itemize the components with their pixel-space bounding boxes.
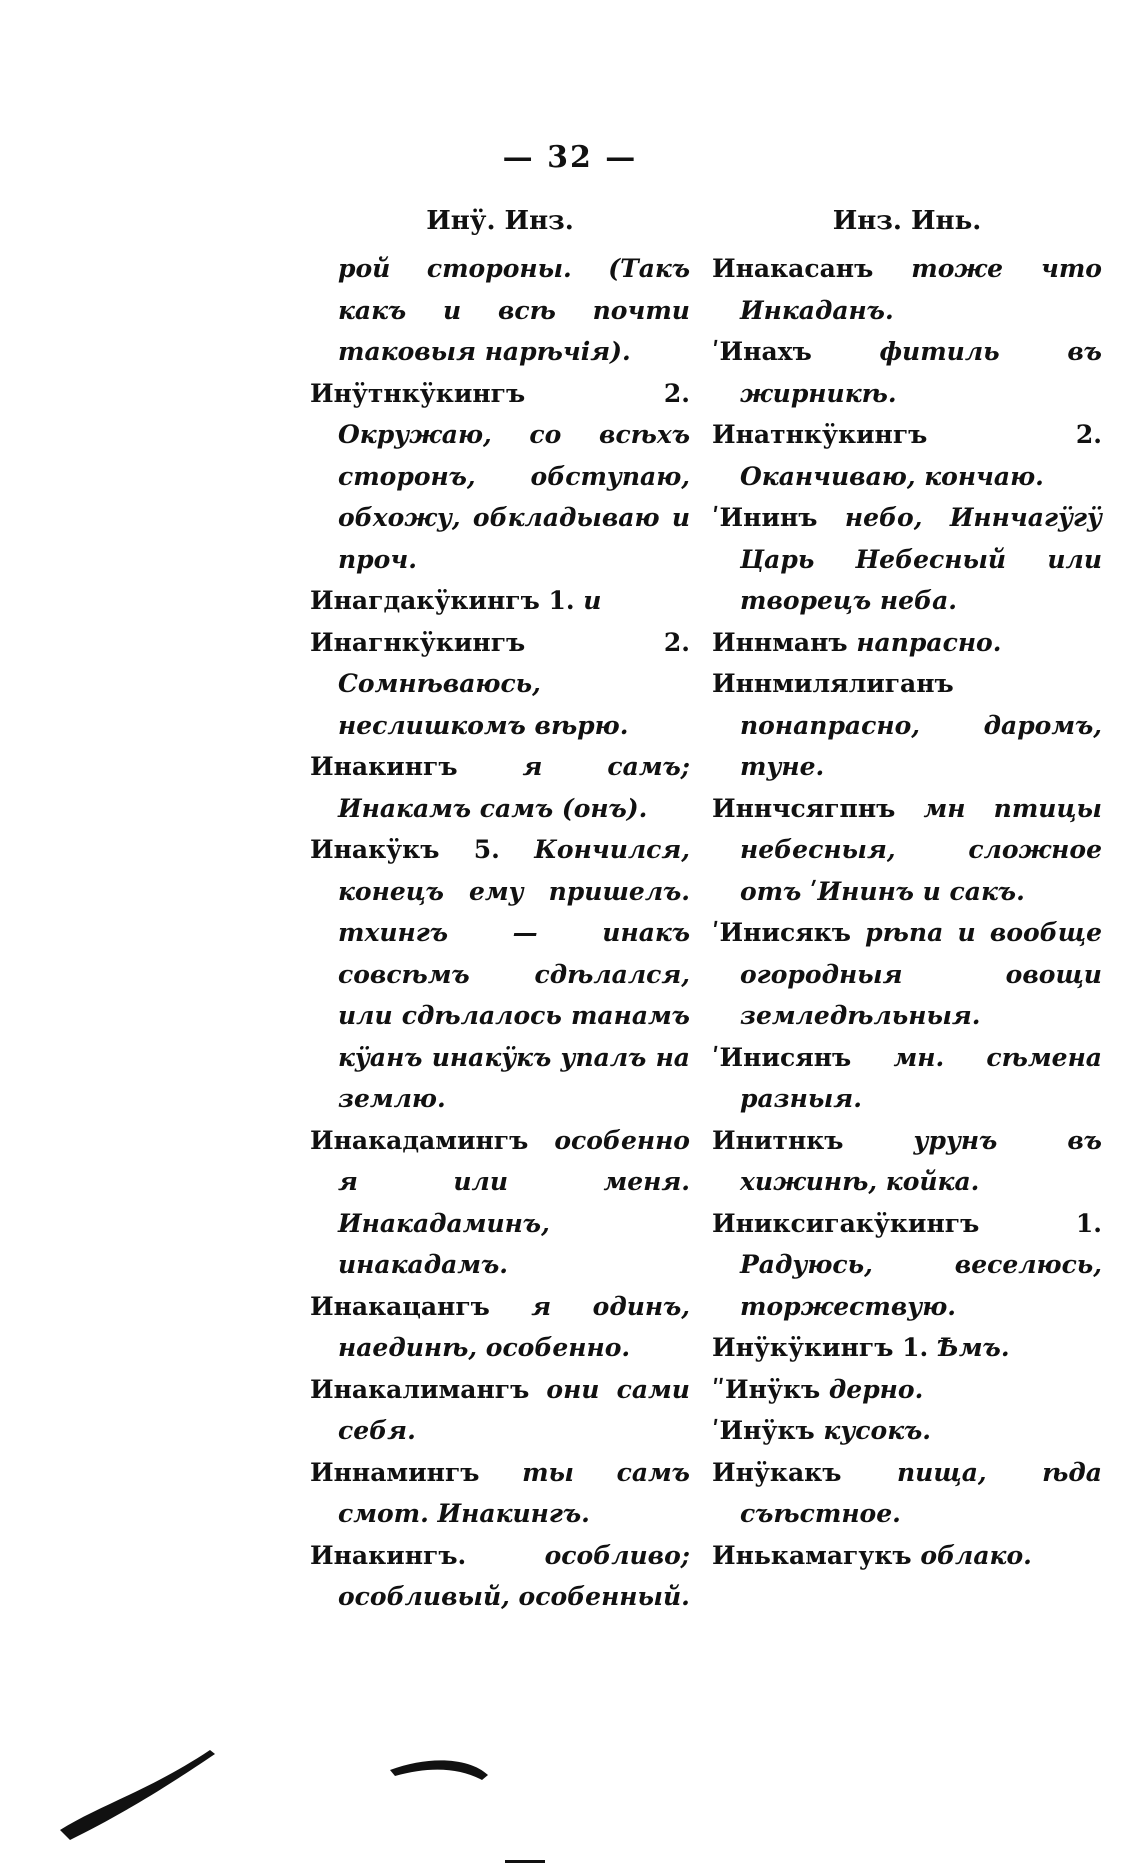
entry-definition: кусокъ.	[823, 1416, 931, 1445]
entry-definition: небо, Иннчагӱгӱ Царь Небесный или творецъ неба.	[740, 503, 1102, 615]
entry-headword: Инакадамингъ	[310, 1125, 529, 1155]
right-column	[712, 200, 1102, 1576]
entry-definition: Ѣмъ.	[936, 1333, 1010, 1362]
entry-headword: Инакасанъ	[712, 254, 874, 283]
entry-definition: Оканчиваю, кончаю.	[740, 461, 1044, 491]
entry-headword: Инакингъ	[310, 752, 458, 781]
entry-headword: Инӱтнкӱкингъ 2.	[310, 378, 690, 408]
entry-headword: Инитнкъ	[712, 1125, 844, 1155]
right-entries	[712, 248, 1102, 1576]
entry-definition: я самъ; Инакамъ самъ (онъ).	[338, 752, 690, 823]
entry-definition: они сами себя.	[338, 1374, 690, 1445]
entry-definition: пища, ѣда съѣстное.	[740, 1457, 1102, 1528]
entry-headword: Инакалимангъ	[310, 1374, 530, 1404]
dictionary-entry	[310, 1120, 690, 1286]
dictionary-entry	[712, 1327, 1102, 1369]
entry-headword: Инькамагукъ	[712, 1540, 912, 1570]
entry-headword: ʹИнахъ	[712, 337, 812, 366]
entry-headword: ʹИнӱкъ	[712, 1416, 815, 1445]
dictionary-entry	[310, 1452, 690, 1535]
dictionary-entry	[712, 1535, 1102, 1577]
entry-definition: урунъ въ хижинѣ, койка.	[740, 1125, 1102, 1196]
entry-definition: дерно.	[828, 1374, 924, 1404]
entry-headword: Инакацангъ	[310, 1291, 490, 1321]
dictionary-entry	[712, 622, 1102, 664]
dictionary-entry	[712, 912, 1102, 1037]
ink-rule-bottom	[505, 1860, 545, 1863]
entry-headword: Инакингъ.	[310, 1540, 467, 1570]
ink-smudge-center	[390, 1760, 488, 1780]
entry-definition: облако.	[920, 1540, 1032, 1570]
entry-definition: рѣпа и вообще огородныя овощи земледѣльныя.	[740, 918, 1102, 1030]
dictionary-entry	[712, 331, 1102, 414]
left-entries	[310, 248, 690, 1618]
entry-definition: мн птицы небесныя, сложное отъ ʹИнинъ и сакъ.	[740, 793, 1102, 906]
dictionary-entry	[310, 1286, 690, 1369]
entry-headword: Иннамингъ	[310, 1457, 480, 1487]
entry-definition: тоже что Инкаданъ.	[740, 254, 1102, 325]
ink-smudge-left	[60, 1750, 215, 1840]
dictionary-entry	[712, 248, 1102, 331]
entry-definition: Радуюсь, веселюсь, торжествую.	[740, 1250, 1102, 1321]
dictionary-entry	[712, 414, 1102, 497]
entry-headword: ʹИнинъ	[712, 503, 818, 532]
entry-headword: Инагдакӱкингъ 1.	[310, 586, 575, 615]
right-column-header: Инз. Инь.	[832, 206, 982, 236]
entry-headword: Инӱкакъ	[712, 1457, 842, 1487]
page-number: — 32 —	[502, 140, 638, 175]
dictionary-entry	[712, 1369, 1102, 1411]
entry-headword: Инагнкӱкингъ 2.	[310, 627, 690, 657]
entry-definition: Кончился, конецъ ему пришелъ. тхингъ — инакъ совсѣмъ сдѣлался, или сдѣлалось танамъ кӱанъ инакӱкъ упалъ на землю.	[338, 835, 690, 1113]
dictionary-entry	[310, 829, 690, 1120]
dictionary-entry	[712, 1203, 1102, 1328]
dictionary-entry	[712, 663, 1102, 788]
dictionary-entry	[712, 1410, 1102, 1452]
entry-definition: рой стороны. (Такъ какъ и всѣ почти таковыя нарѣчія).	[338, 254, 690, 366]
dictionary-entry	[712, 1037, 1102, 1120]
entry-headword: Иннмилялиганъ	[712, 669, 954, 698]
entry-definition: понапрасно, даромъ, туне.	[740, 710, 1102, 781]
dictionary-entry	[712, 1452, 1102, 1535]
dictionary-entry	[310, 1535, 690, 1618]
dictionary-entry	[712, 497, 1102, 622]
entry-headword: ʹИнисянъ	[712, 1042, 852, 1072]
entry-definition: Окружаю, со всѣхъ сторонъ, обступаю, обхожу, обкладываю и проч.	[338, 420, 690, 574]
left-column	[310, 200, 690, 1618]
scan-marks	[0, 1700, 1140, 1870]
entry-definition: мн. сѣмена разныя.	[740, 1042, 1102, 1113]
dictionary-entry	[310, 248, 690, 373]
entry-definition: особенно я или меня. Инакадаминъ, инакадамъ.	[338, 1125, 690, 1279]
entry-definition: я одинъ, наединѣ, особенно.	[338, 1291, 690, 1362]
entry-headword: Иннчсягпнъ	[712, 793, 896, 823]
entry-definition: ты самъ смот. Инакингъ.	[338, 1457, 690, 1528]
dictionary-entry	[712, 788, 1102, 913]
dictionary-entry	[310, 580, 690, 622]
entry-headword: Инатнкӱкингъ 2.	[712, 420, 1102, 449]
entry-definition: и	[583, 586, 602, 615]
entry-headword: Инакӱкъ 5.	[310, 835, 500, 864]
entry-headword: Иниксигакӱкингъ 1.	[712, 1208, 1102, 1238]
dictionary-entry	[310, 373, 690, 581]
entry-headword: Иннманъ	[712, 627, 848, 657]
entry-definition: особливо; особливый, особенный.	[338, 1540, 690, 1611]
entry-definition: Сомнѣваюсь, неслишкомъ вѣрю.	[338, 669, 629, 740]
entry-definition: фитиль въ жирникѣ.	[740, 337, 1102, 408]
entry-headword: ʺИнӱкъ	[712, 1374, 821, 1404]
dictionary-entry	[310, 746, 690, 829]
dictionary-entry	[310, 622, 690, 747]
entry-definition: напрасно.	[856, 627, 1002, 657]
left-column-header: Инӱ. Инз.	[426, 206, 574, 236]
entry-headword: ʹИнисякъ	[712, 918, 851, 947]
entry-headword: Инӱкӱкингъ 1.	[712, 1333, 929, 1362]
dictionary-entry	[712, 1120, 1102, 1203]
dictionary-entry	[310, 1369, 690, 1452]
